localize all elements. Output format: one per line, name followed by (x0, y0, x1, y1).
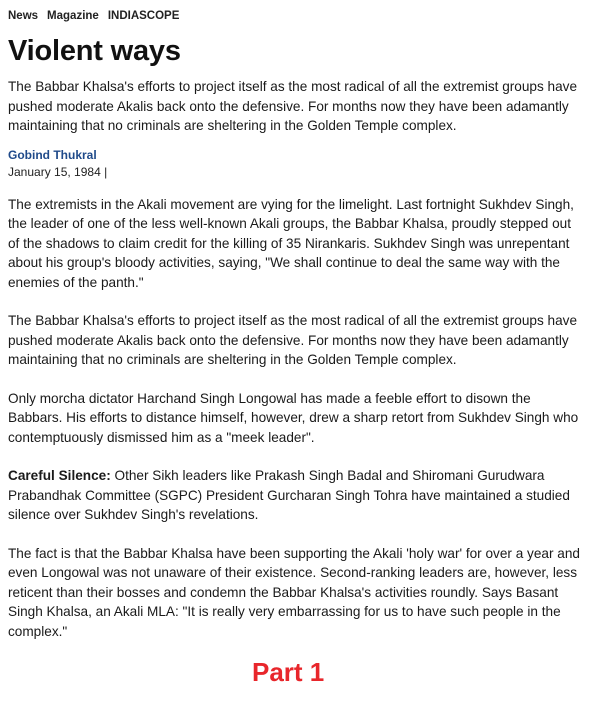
paragraph-text: The fact is that the Babbar Khalsa have been supporting the Akali 'holy war' for over a year and even Longowal was not unaware of their existence. Second-ranking leaders are, however, less reticent than their bosses and condemn the Babbar Khalsa's activities roundly. Says Basant Singh Khalsa, an Akali MLA: "It is really very embarrassing for us to have such people in the complex." (8, 545, 580, 639)
breadcrumb-item-magazine[interactable]: Magazine (47, 10, 99, 22)
breadcrumb-item-indiascope[interactable]: INDIASCOPE (107, 10, 180, 22)
body-paragraph-2 (8, 311, 584, 370)
article-body (8, 195, 584, 642)
body-paragraph-5 (8, 544, 584, 642)
article-standfirst: The Babbar Khalsa's efforts to project itself as the most radical of all the extremist groups have pushed moderate Akalis back onto the defensive. For months now they have been adamantly maintaining that no criminals are sheltering in the Golden Temple complex. (8, 79, 578, 133)
part-label: Part 1 (252, 657, 325, 687)
publish-date: January 15, 1984 | (8, 164, 108, 179)
body-paragraph-1 (8, 195, 584, 293)
breadcrumb-item-news[interactable]: News (8, 10, 39, 22)
byline (8, 147, 584, 181)
paragraph-text: Other Sikh leaders like Prakash Singh Badal and Shiromani Gurudwara Prabandhak Committee (SGPC) President Gurcharan Singh Tohra have maintained a studied silence over Sukhdev Singh's revelations. (8, 468, 570, 522)
breadcrumb (8, 8, 584, 24)
paragraph-text: The extremists in the Akali movement are vying for the limelight. Last fortnight Sukhdev Singh, the leader of one of the less well-known Akali groups, the Babbar Khalsa, proudly stepped out of the shadows to claim credit for the killing of 35 Nirankaris. Sukhdev Singh was unrepentant about his group's bloody activities, saying, "We shall continue to deal the same way with the enemies of the panth." (8, 196, 574, 290)
body-paragraph-3 (8, 389, 584, 448)
body-paragraph-4 (8, 466, 584, 525)
article-title: Violent ways (8, 35, 181, 67)
article-page (8, 8, 584, 660)
author-link[interactable]: Gobind Thukral (8, 147, 97, 162)
paragraph-text: The Babbar Khalsa's efforts to project itself as the most radical of all the extremist groups have pushed moderate Akalis back onto the defensive. For months now they have been adamantly maintaining that no criminals are sheltering in the Golden Temple complex. (8, 313, 578, 367)
paragraph-lead-in: Careful Silence: (8, 468, 111, 483)
paragraph-text: Only morcha dictator Harchand Singh Longowal has made a feeble effort to disown the Babbars. His efforts to distance himself, however, drew a sharp retort from Sukhdev Singh who contemptuously dismissed him as a "meek leader". (8, 390, 579, 445)
